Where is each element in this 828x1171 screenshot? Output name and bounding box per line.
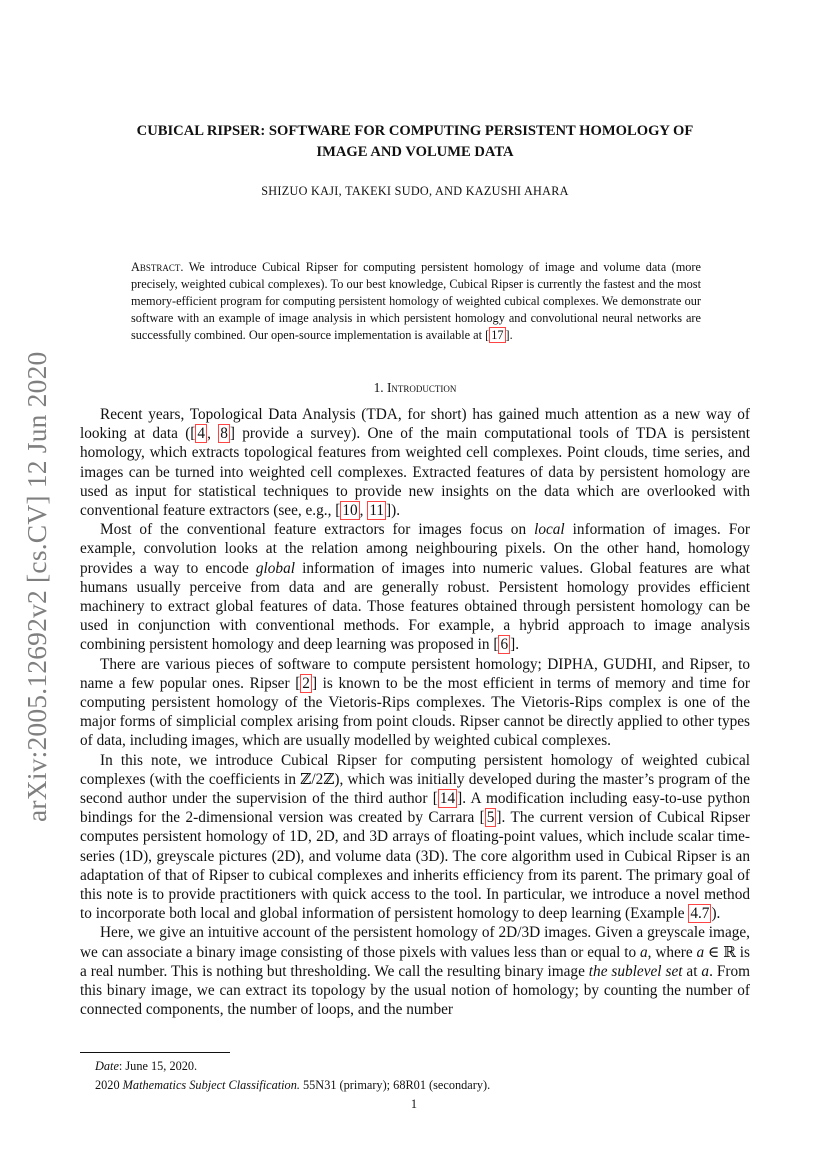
citation-link[interactable]: 4	[197, 425, 206, 443]
citation-link[interactable]: 6	[500, 636, 509, 654]
footnote-msc-label: Mathematics Subject Classification.	[122, 1078, 300, 1092]
math-variable: a	[701, 962, 710, 980]
footnote-msc-value: 55N31 (primary); 68R01 (secondary).	[299, 1078, 491, 1092]
citation-link[interactable]: 2	[302, 674, 310, 692]
section-number: 1.	[373, 380, 384, 395]
emphasis: the sublevel set	[588, 962, 683, 980]
emphasis: global	[255, 559, 295, 577]
section-title: Introduction	[386, 380, 457, 395]
paragraph-1: Recent years, Topological Data Analysis (TDA, for short) has gained much attention as a new way of looking at data ([ 4 , 8 ] provide a survey). One of the main computational tools of TDA is persistent homology, which extracts topological features from weighted cell complexes. Point clouds, time series, and images can be turned into weighted cell complexes. Extracted features of data by persistent homology are used as input for statistical techniques to provide new insights on the data which are overlooked with conventional feature extractors (see, e.g., [ 10 , 11 ]).	[80, 406, 750, 520]
body-text	[80, 405, 750, 1020]
citation-link[interactable]: 8	[220, 425, 228, 443]
paragraph-4: In this note, we introduce Cubical Ripser for computing persistent homology of weighted cubical complexes (with the coefficients in ℤ/2ℤ), which was initially developed during the master’s program of the second author under the supervision of the third author [ 14 ]. A modification including easy-to-use python bindings for the 2-dimensional version was created by Carrara [ 5 ]. The current version of Cubical Ripser computes persistent homology of 1D, 2D, and 3D arrays of floating-point values, which include scalar time-series (1D), greyscale pictures (2D), and volume data (3D). The core algorithm used in Cubical Ripser is an adaptation of that of Ripser to cubical complexes and inherits efficiency from its parent. The primary goal of this note is to provide practitioners with quick access to the tool. In particular, we introduce a novel method to incorporate both local and global information of persistent homology to deep learning (Example 4.7 ).	[80, 751, 750, 923]
footnote-rule	[80, 1052, 230, 1053]
footnote-date	[95, 1059, 197, 1074]
paragraph-5: Here, we give an intuitive account of the persistent homology of 2D/3D images. Given a greyscale image, we can associate a binary image consisting of those pixels with values less than or equal to a, where a ∈ ℝ is a real number. This is nothing but thresholding. We call the resulting binary image the sublevel set at a. From this binary image, we can extract its topology by the usual notion of homology; by counting the number of connected components, the number of loops, and the number	[80, 924, 751, 1019]
abstract-text: We introduce Cubical Ripser for computing persistent homology of image and volume data (more precisely, weighted cubical complexes). To our best knowledge, Cubical Ripser is currently the fastest and the most memory-efficient program for computing persistent homology of weighted cubical complexes. We demonstrate our software with an example of image analysis in which persistent homology and convolutional neural networks are successfully combined. Our open-source implementation is available at [	[131, 260, 701, 342]
footnote-date-value: : June 15, 2020.	[118, 1059, 198, 1073]
math-variable: a	[639, 943, 648, 961]
citation-link[interactable]: 11	[369, 502, 385, 520]
paragraph-3: There are various pieces of software to compute persistent homology; DIPHA, GUDHI, and Ripser, to name a few popular ones. Ripser [ 2 ] is known to be the most efficient in terms of memory and time for computing persistent homology of the Vietoris-Rips complexes. The Vietoris-Rips complex is one of the major forms of simplicial complex arising from point clouds. Ripser cannot be directly applied to other types of data, including images, which are usually modelled by weighted cubical complexes.	[80, 655, 750, 750]
cross-reference-link[interactable]: 4.7	[690, 905, 710, 923]
citation-link[interactable]: 14	[439, 790, 456, 808]
footnote-date-label: Date	[95, 1059, 119, 1073]
paper-title: CUBICAL RIPSER: SOFTWARE FOR COMPUTING PERSISTENT HOMOLOGY OF IMAGE AND VOLUME DATA	[136, 123, 694, 160]
page-number: 1	[410, 1097, 418, 1111]
citation-link[interactable]: 17	[491, 328, 504, 342]
citation-link[interactable]: 5	[486, 809, 495, 827]
arxiv-identifier-stamp: arXiv:2005.12692v2 [cs.CV] 12 Jun 2020	[21, 351, 52, 822]
abstract: Abstract. We introduce Cubical Ripser for computing persistent homology of image and volume data (more precisely, weighted cubical complexes). To our best knowledge, Cubical Ripser is currently the fastest and the most memory-efficient program for computing persistent homology of weighted cubical complexes. We demonstrate our software with an example of image analysis in which persistent homology and convolutional neural networks are successfully combined. Our open-source implementation is available at [ 17 ].	[131, 260, 701, 342]
citation-link[interactable]: 10	[342, 502, 358, 520]
paragraph-2: Most of the conventional feature extractors for images focus on local information of images. For example, convolution looks at the relation among neighbouring pixels. On the other hand, homology provides a way to encode global information of images into numeric values. Global features are what humans usually perceive from data and are generally robust. Persistent homology provides efficient machinery to extract global features of data. Those features obtained through persistent homology can be used in conjunction with conventional methods. For example, a hybrid approach to image analysis combining persistent homology and deep learning was proposed in [ 6 ].	[80, 521, 750, 654]
author-list: SHIZUO KAJI, TAKEKI SUDO, AND KAZUSHI AHARA	[261, 184, 569, 198]
section-heading	[80, 380, 750, 396]
math-variable: a	[696, 943, 705, 961]
abstract-heading: Abstract.	[131, 260, 184, 274]
emphasis: local	[534, 521, 565, 539]
footnote-msc: 2020 Mathematics Subject Classification. 55N31 (primary); 68R01 (secondary).	[95, 1078, 491, 1092]
